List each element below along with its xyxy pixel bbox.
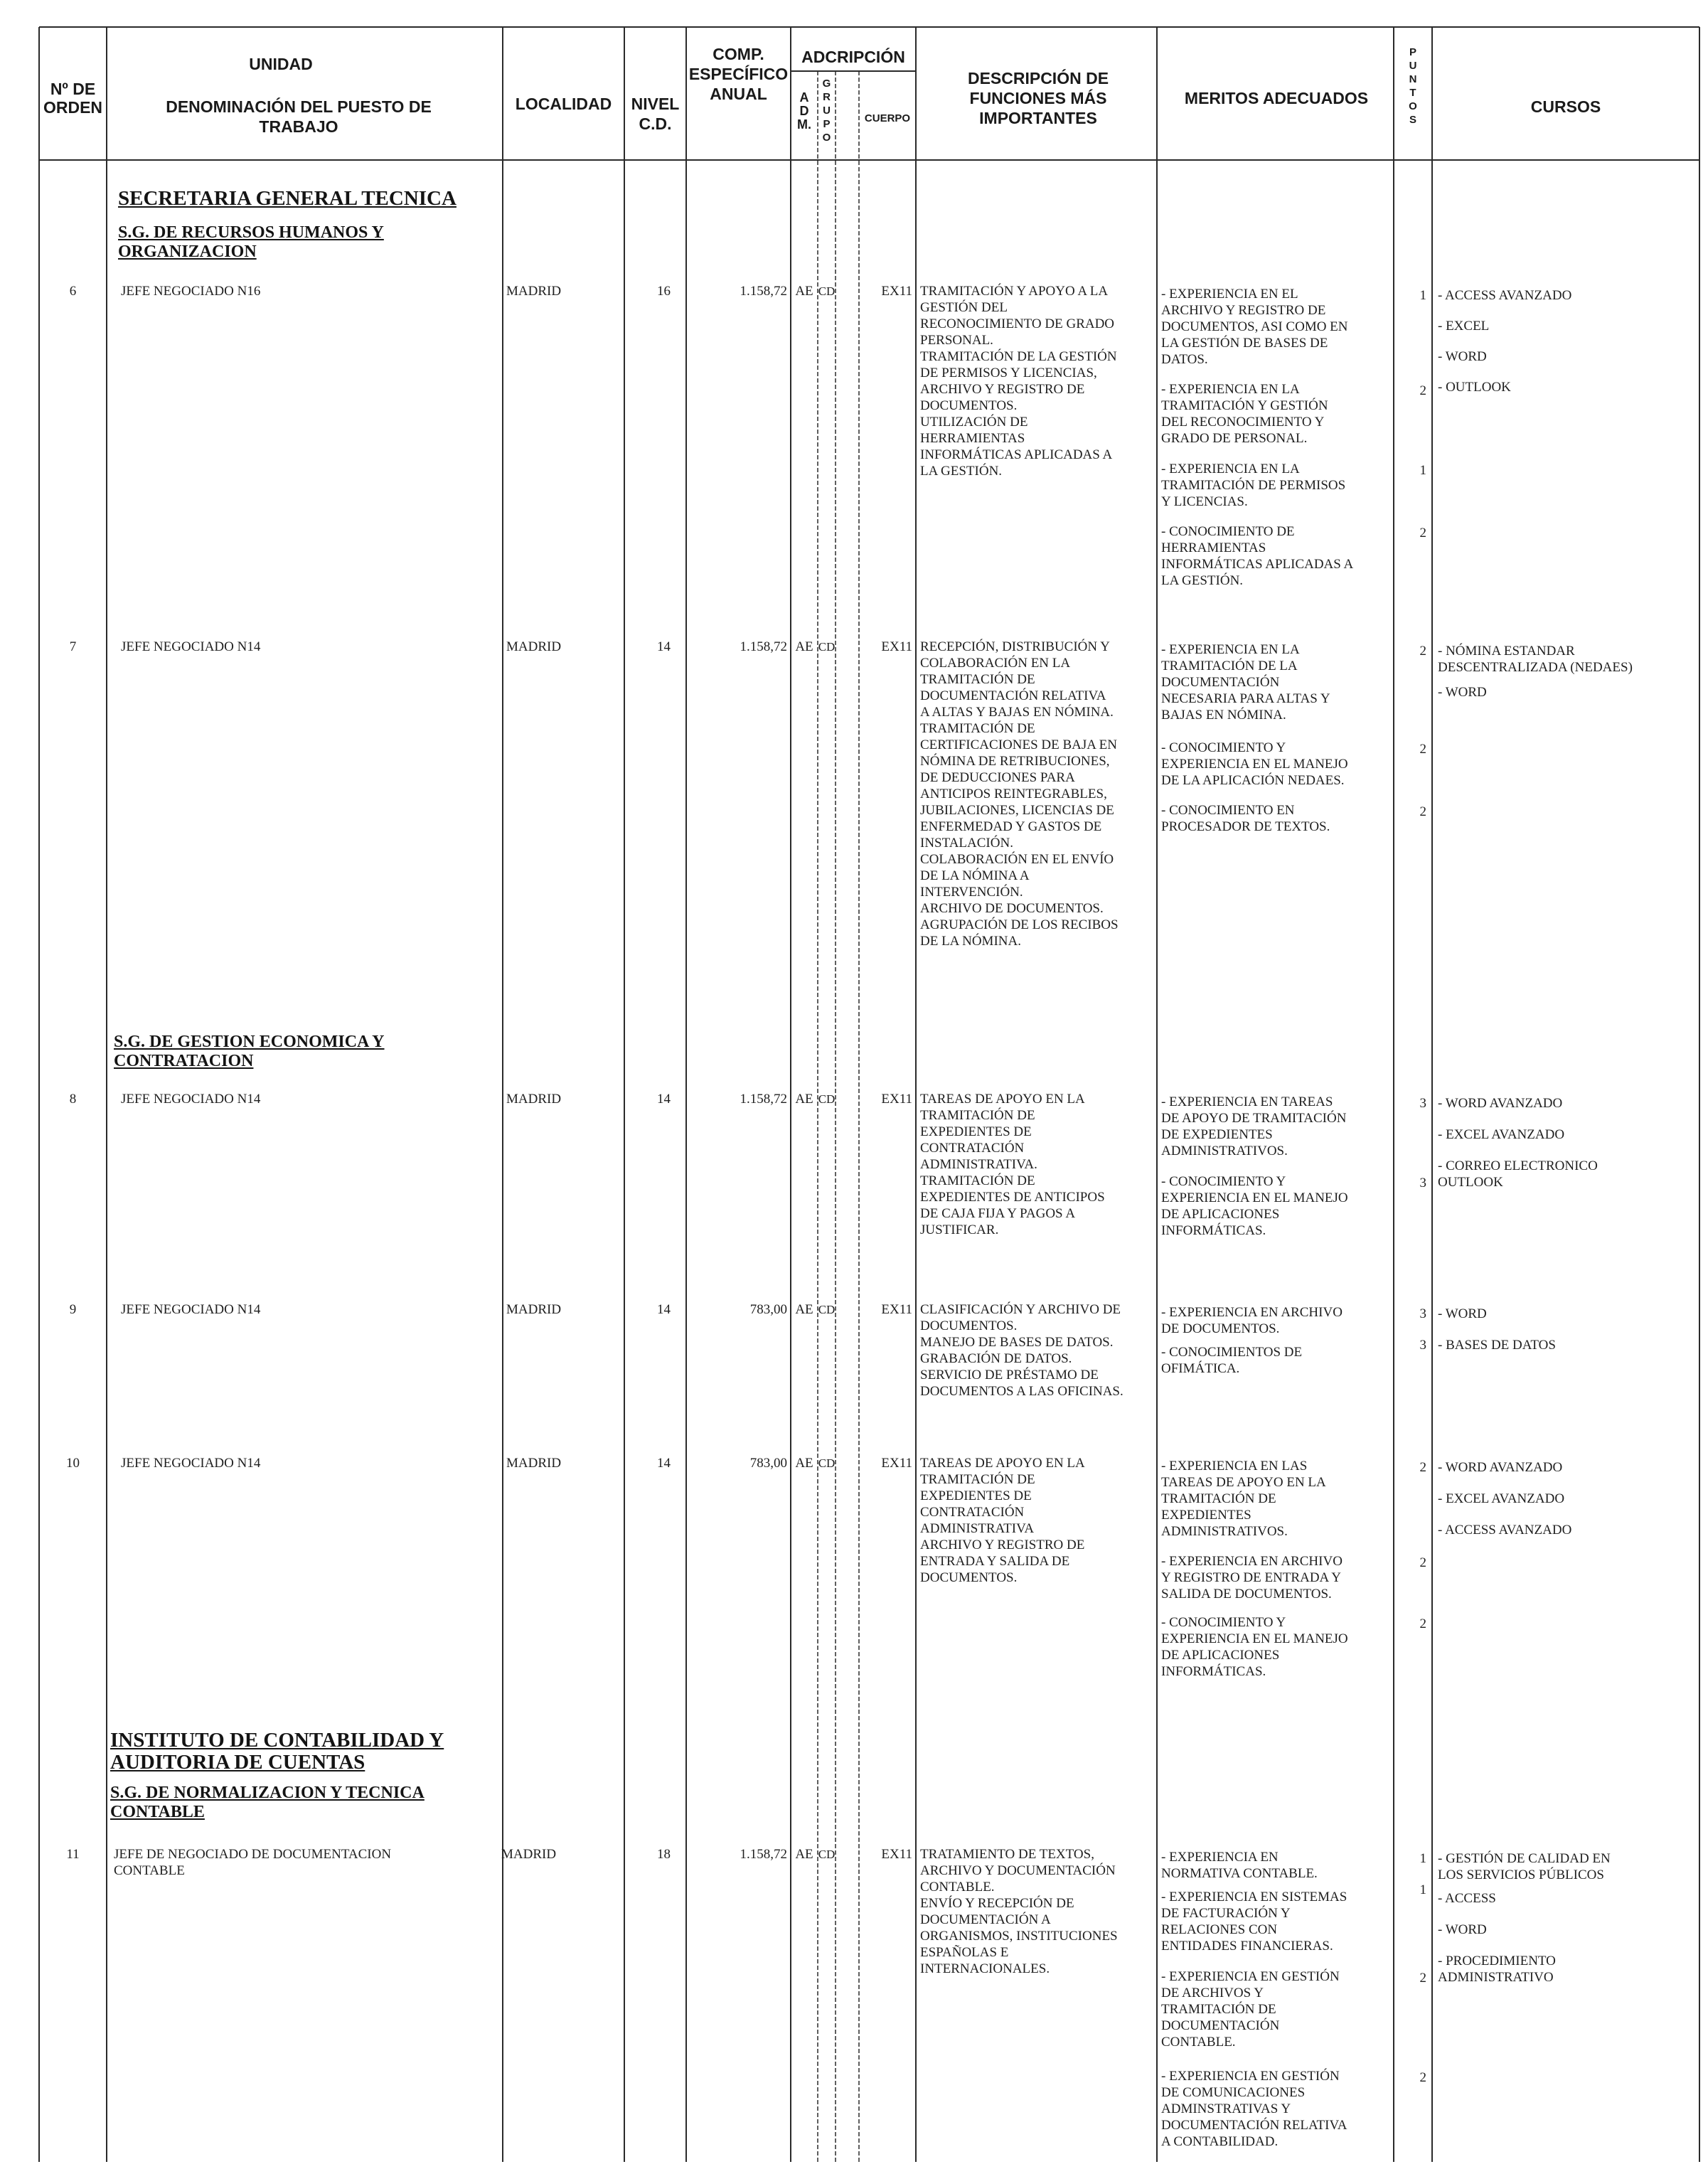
row-curso: - ACCESS AVANZADO <box>1438 288 1572 303</box>
row-curso: - WORD <box>1438 1922 1487 1937</box>
header-puntos-letter: T <box>1409 87 1416 99</box>
header-puntos <box>1394 46 1432 127</box>
row-merito: - EXPERIENCIA EN NORMATIVA CONTABLE. <box>1161 1850 1318 1881</box>
header-adm <box>791 91 818 132</box>
row-nivel: 14 <box>657 1456 671 1471</box>
row-adm: AE <box>795 284 813 299</box>
row-curso: - ACCESS AVANZADO <box>1438 1523 1572 1538</box>
header-puntos-letter: N <box>1409 73 1417 85</box>
row-cuerpo: EX11 <box>881 284 912 299</box>
row-merito: - CONOCIMIENTO Y EXPERIENCIA EN EL MANEJO DE APLICACIONES INFORMÁTICAS. <box>1161 1174 1348 1238</box>
row-merito: - CONOCIMIENTO EN PROCESADOR DE TEXTOS. <box>1161 803 1330 834</box>
row-orden: 9 <box>69 1302 77 1317</box>
header-puntos-letter: P <box>1409 46 1416 58</box>
row-merito: - EXPERIENCIA EN GESTIÓN DE ARCHIVOS Y TRAMITACIÓN DE DOCUMENTACIÓN CONTABLE. <box>1161 1969 1340 2050</box>
row-puntos: 3 <box>1419 1338 1426 1353</box>
row-puesto: JEFE NEGOCIADO N16 <box>121 284 261 299</box>
row-grupo: CD <box>818 1848 836 1861</box>
row-adm: AE <box>795 1847 813 1862</box>
row-localidad: MADRID <box>501 1847 557 1862</box>
row-adm: AE <box>795 1092 813 1107</box>
row-merito: - EXPERIENCIA EN ARCHIVO DE DOCUMENTOS. <box>1161 1305 1343 1336</box>
row-descripcion: TRAMITACIÓN Y APOYO A LA GESTIÓN DEL RECONOCIMIENTO DE GRADO PERSONAL. TRAMITACIÓN DE LA GESTIÓN DE PERMISOS Y LICENCIAS, ARCHIVO Y REGISTRO DE DOCUMENTOS. UTILIZACIÓN DE HERRAMIENTAS INFORMÁTICAS APLICADAS A LA GESTIÓN. <box>920 284 1117 479</box>
row-localidad: MADRID <box>506 1092 562 1107</box>
row-nivel: 14 <box>657 639 671 654</box>
row-curso: - PROCEDIMIENTO ADMINISTRATIVO <box>1438 1954 1556 1985</box>
row-nivel: 18 <box>657 1847 671 1862</box>
section-recursos-humanos: S.G. DE RECURSOS HUMANOS Y ORGANIZACION <box>118 223 384 261</box>
row-puntos: 3 <box>1419 1306 1426 1321</box>
row-orden: 8 <box>69 1092 77 1107</box>
row-puntos: 1 <box>1419 288 1426 303</box>
row-merito: - EXPERIENCIA EN GESTIÓN DE COMUNICACIONES ADMINSTRATIVAS Y DOCUMENTACIÓN RELATIVA A CONTABILIDAD. <box>1161 2069 1347 2149</box>
row-puesto: JEFE DE NEGOCIADO DE DOCUMENTACION CONTABLE <box>114 1847 392 1878</box>
header-adm-letter: M. <box>797 117 811 132</box>
row-puntos: 2 <box>1419 1971 1426 1986</box>
row-merito: - CONOCIMIENTO Y EXPERIENCIA EN EL MANEJO DE APLICACIONES INFORMÁTICAS. <box>1161 1615 1348 1679</box>
row-comp: 1.158,72 <box>740 284 787 299</box>
row-merito: - EXPERIENCIA EN LA TRAMITACIÓN DE LA DOCUMENTACIÓN NECESARIA PARA ALTAS Y BAJAS EN NÓMINA. <box>1161 642 1330 723</box>
row-puntos: 3 <box>1419 1096 1426 1111</box>
header-grupo <box>818 77 836 144</box>
row-puntos: 2 <box>1419 742 1426 757</box>
row-curso: - WORD <box>1438 349 1487 364</box>
row-comp: 1.158,72 <box>740 1092 787 1107</box>
header-localidad: LOCALIDAD <box>515 95 612 113</box>
row-cuerpo: EX11 <box>881 1847 912 1862</box>
row-puntos: 2 <box>1419 1460 1426 1475</box>
row-curso: - EXCEL AVANZADO <box>1438 1127 1565 1142</box>
row-localidad: MADRID <box>506 639 562 654</box>
row-adm: AE <box>795 1302 813 1317</box>
row-comp: 783,00 <box>749 1302 787 1317</box>
row-puntos: 2 <box>1419 1555 1426 1570</box>
row-descripcion: TAREAS DE APOYO EN LA TRAMITACIÓN DE EXPEDIENTES DE CONTRATACIÓN ADMINISTRATIVA. TRAMITACIÓN DE EXPEDIENTES DE ANTICIPOS DE CAJA FIJA Y PAGOS A JUSTIFICAR. <box>920 1092 1105 1237</box>
row-puntos: 2 <box>1419 804 1426 819</box>
row-nivel: 14 <box>657 1302 671 1317</box>
row-puntos: 2 <box>1419 526 1426 540</box>
row-merito: - EXPERIENCIA EN TAREAS DE APOYO DE TRAMITACIÓN DE EXPEDIENTES ADMINISTRATIVOS. <box>1161 1094 1347 1158</box>
row-curso: - WORD <box>1438 1306 1487 1321</box>
row-puntos: 1 <box>1419 1851 1426 1866</box>
row-orden: 11 <box>66 1847 80 1862</box>
row-curso: - OUTLOOK <box>1438 380 1511 395</box>
row-curso: - GESTIÓN DE CALIDAD EN LOS SERVICIOS PÚBLICOS <box>1438 1851 1611 1882</box>
row-puesto: JEFE NEGOCIADO N14 <box>121 1302 261 1317</box>
row-orden: 7 <box>69 639 77 654</box>
row-puntos: 3 <box>1419 1176 1426 1190</box>
row-nivel: 14 <box>657 1092 671 1107</box>
row-puntos: 1 <box>1419 1882 1426 1897</box>
row-merito: - CONOCIMIENTO DE HERRAMIENTAS INFORMÁTICAS APLICADAS A LA GESTIÓN. <box>1161 524 1354 588</box>
header-denominacion: DENOMINACIÓN DEL PUESTO DE TRABAJO <box>166 97 432 136</box>
row-descripcion: RECEPCIÓN, DISTRIBUCIÓN Y COLABORACIÓN EN LA TRAMITACIÓN DE DOCUMENTACIÓN RELATIVA A ALTAS Y BAJAS EN NÓMINA. TRAMITACIÓN DE CERTIFICACIONES DE BAJA EN NÓMINA DE RETRIBUCIONES, DE DEDUCCIONES PARA ANTICIPOS REINTEGRABLES, JUBILACIONES, LICENCIAS DE ENFERMEDAD Y GASTOS DE INSTALACIÓN. COLABORACIÓN EN EL ENVÍO DE LA NÓMINA A INTERVENCIÓN. ARCHIVO DE DOCUMENTOS. AGRUPACIÓN DE LOS RECIBOS DE LA NÓMINA. <box>920 639 1119 949</box>
row-grupo: CD <box>818 1303 836 1316</box>
row-comp: 1.158,72 <box>740 1847 787 1862</box>
header-grupo-letter: R <box>823 91 831 103</box>
row-puesto: JEFE NEGOCIADO N14 <box>121 639 261 654</box>
row-puesto: JEFE NEGOCIADO N14 <box>121 1092 261 1107</box>
row-merito: - EXPERIENCIA EN SISTEMAS DE FACTURACIÓN Y RELACIONES CON ENTIDADES FINANCIERAS. <box>1161 1890 1347 1954</box>
header-grupo-letter: U <box>823 105 831 117</box>
row-grupo: CD <box>818 640 836 654</box>
row-cuerpo: EX11 <box>881 1092 912 1107</box>
row-merito: - CONOCIMIENTOS DE OFIMÁTICA. <box>1161 1345 1303 1376</box>
section-gestion-economica: S.G. DE GESTION ECONOMICA Y CONTRATACION <box>114 1033 385 1070</box>
row-puntos: 2 <box>1419 1616 1426 1631</box>
row-cuerpo: EX11 <box>881 639 912 654</box>
header-adm-letter: D <box>799 104 809 118</box>
row-descripcion: CLASIFICACIÓN Y ARCHIVO DE DOCUMENTOS. MANEJO DE BASES DE DATOS. GRABACIÓN DE DATOS. SERVICIO DE PRÉSTAMO DE DOCUMENTOS A LAS OFICINAS. <box>920 1302 1123 1399</box>
row-merito: - EXPERIENCIA EN LAS TAREAS DE APOYO EN LA TRAMITACIÓN DE EXPEDIENTES ADMINISTRATIVOS. <box>1161 1459 1326 1539</box>
row-merito: - EXPERIENCIA EN ARCHIVO Y REGISTRO DE ENTRADA Y SALIDA DE DOCUMENTOS. <box>1161 1554 1343 1602</box>
row-curso: - NÓMINA ESTANDAR DESCENTRALIZADA (NEDAES) <box>1438 644 1633 675</box>
row-merito: - EXPERIENCIA EN EL ARCHIVO Y REGISTRO DE DOCUMENTOS, ASI COMO EN LA GESTIÓN DE BASES DE DATOS. <box>1161 287 1348 367</box>
row-orden: 10 <box>66 1456 80 1471</box>
header-puntos-letter: S <box>1409 114 1416 126</box>
row-puntos: 2 <box>1419 383 1426 398</box>
row-localidad: MADRID <box>506 1302 562 1317</box>
row-localidad: MADRID <box>506 284 562 299</box>
row-comp: 1.158,72 <box>740 639 787 654</box>
row-nivel: 16 <box>657 284 671 299</box>
row-merito: - EXPERIENCIA EN LA TRAMITACIÓN DE PERMISOS Y LICENCIAS. <box>1161 462 1346 509</box>
row-descripcion: TAREAS DE APOYO EN LA TRAMITACIÓN DE EXPEDIENTES DE CONTRATACIÓN ADMINISTRATIVA ARCHIVO Y REGISTRO DE ENTRADA Y SALIDA DE DOCUMENTOS. <box>920 1456 1085 1585</box>
section-normalizacion: S.G. DE NORMALIZACION Y TECNICA CONTABLE <box>110 1784 425 1821</box>
row-orden: 6 <box>69 284 77 299</box>
header-comp: COMP. ESPECÍFICO ANUAL <box>688 45 789 103</box>
row-curso: - BASES DE DATOS <box>1438 1338 1556 1353</box>
row-puntos: 2 <box>1419 2070 1426 2085</box>
row-curso: - WORD <box>1438 685 1487 700</box>
row-curso: - EXCEL AVANZADO <box>1438 1491 1565 1506</box>
row-grupo: CD <box>818 284 836 298</box>
header-adscripcion: ADCRIPCIÓN <box>801 48 905 66</box>
row-adm: AE <box>795 1456 813 1471</box>
section-secretaria-general-tecnica: SECRETARIA GENERAL TECNICA <box>118 187 457 210</box>
header-cuerpo: CUERPO <box>864 112 911 124</box>
header-nivel: NIVEL C.D. <box>631 95 680 133</box>
row-puntos: 2 <box>1419 644 1426 659</box>
row-puntos: 1 <box>1419 463 1426 478</box>
row-grupo: CD <box>818 1456 836 1470</box>
row-curso: - WORD AVANZADO <box>1438 1096 1563 1111</box>
row-adm: AE <box>795 639 813 654</box>
header-puntos-letter: O <box>1409 100 1417 112</box>
row-curso: - WORD AVANZADO <box>1438 1460 1563 1475</box>
row-merito: - CONOCIMIENTO Y EXPERIENCIA EN EL MANEJO DE LA APLICACIÓN NEDAES. <box>1161 740 1348 788</box>
row-curso: - EXCEL <box>1438 319 1490 334</box>
row-curso: - CORREO ELECTRONICO OUTLOOK <box>1438 1158 1598 1190</box>
header-unidad: UNIDAD <box>249 55 313 73</box>
row-descripcion: TRATAMIENTO DE TEXTOS, ARCHIVO Y DOCUMENTACIÓN CONTABLE. ENVÍO Y RECEPCIÓN DE DOCUMENTACIÓN A ORGANISMOS, INSTITUCIONES ESPAÑOLAS E INTERNACIONALES. <box>920 1847 1118 1976</box>
header-cursos: CURSOS <box>1530 97 1601 116</box>
row-comp: 783,00 <box>749 1456 787 1471</box>
header-orden: Nº DE ORDEN <box>43 80 103 117</box>
row-localidad: MADRID <box>506 1456 562 1471</box>
row-curso: - ACCESS <box>1438 1891 1496 1906</box>
header-grupo-letter: O <box>822 132 831 144</box>
header-puntos-letter: U <box>1409 60 1417 72</box>
row-cuerpo: EX11 <box>881 1456 912 1471</box>
section-instituto-contabilidad: INSTITUTO DE CONTABILIDAD Y AUDITORIA DE CUENTAS <box>110 1729 444 1774</box>
header-grupo-letter: P <box>823 118 831 130</box>
header-adm-letter: A <box>799 90 809 105</box>
header-descripcion: DESCRIPCIÓN DE FUNCIONES MÁS IMPORTANTES <box>967 69 1109 127</box>
row-puesto: JEFE NEGOCIADO N14 <box>121 1456 261 1471</box>
row-cuerpo: EX11 <box>881 1302 912 1317</box>
row-grupo: CD <box>818 1092 836 1106</box>
header-meritos: MERITOS ADECUADOS <box>1184 89 1369 107</box>
header-grupo-letter: G <box>822 78 831 90</box>
row-merito: - EXPERIENCIA EN LA TRAMITACIÓN Y GESTIÓN DEL RECONOCIMIENTO Y GRADO DE PERSONAL. <box>1161 382 1328 446</box>
